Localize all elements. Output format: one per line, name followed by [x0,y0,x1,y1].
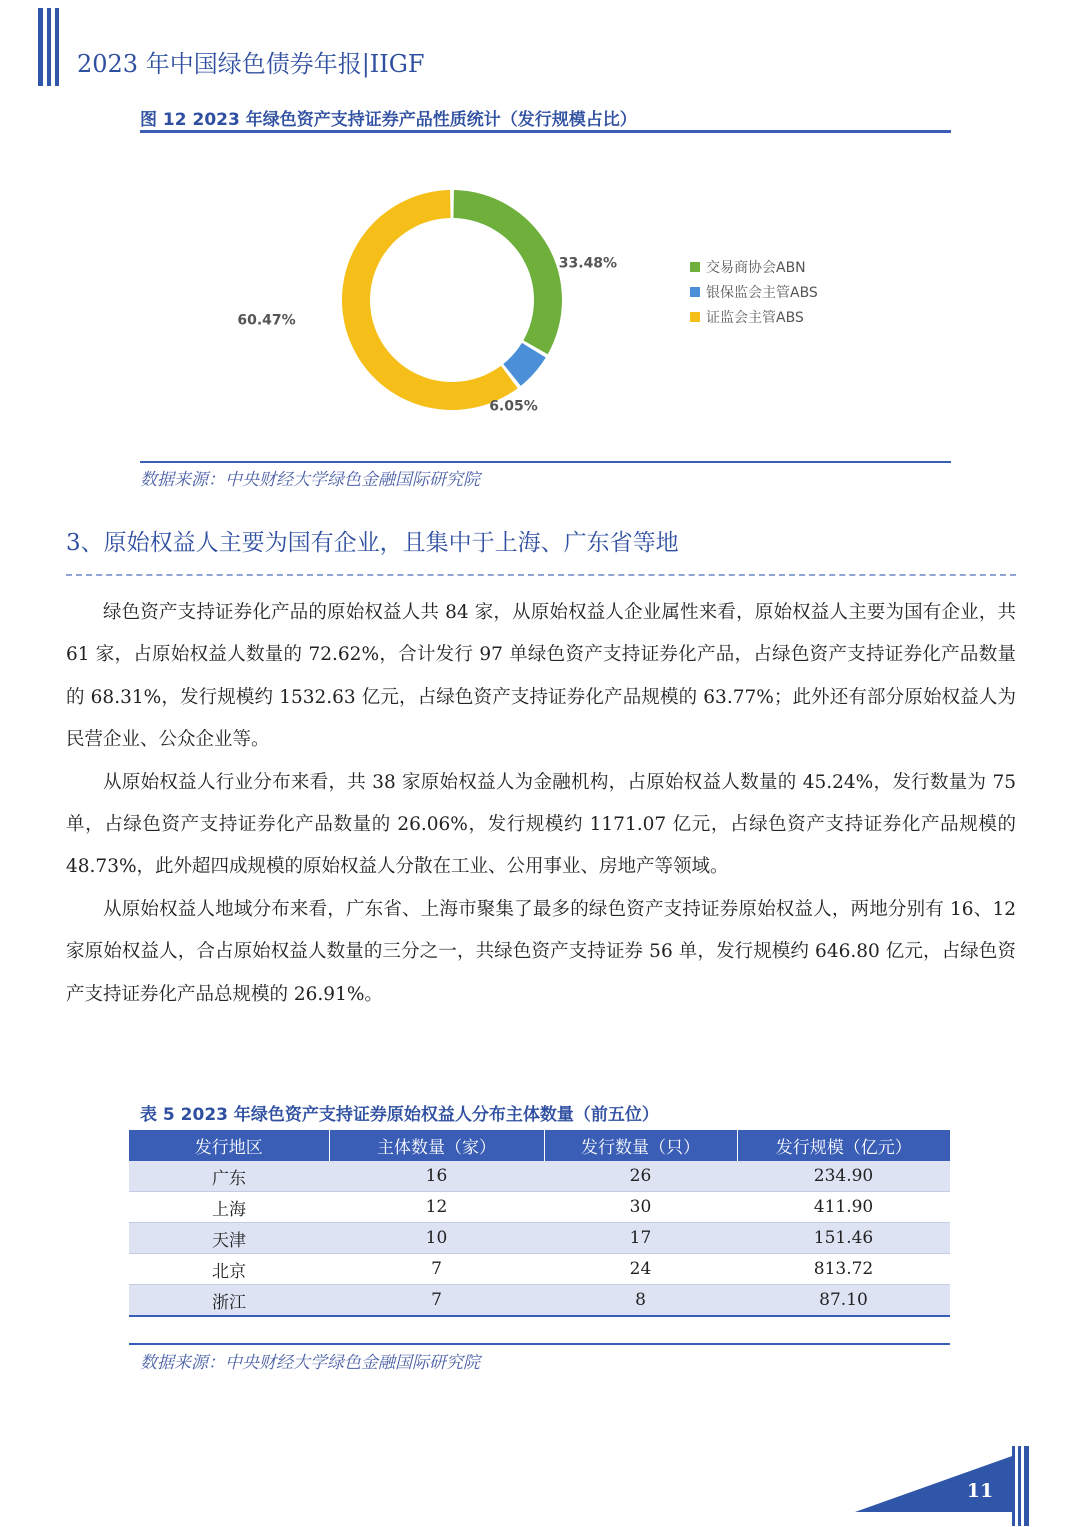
table-cell: 24 [544,1254,737,1285]
footer-decoration-bars [1012,1446,1030,1526]
legend-item [690,259,806,276]
table-cell: 17 [544,1223,737,1254]
table-bottom-rule [129,1343,950,1345]
table-row [129,1161,950,1192]
table-row [129,1285,950,1317]
header-decoration-bars [38,8,68,86]
table-cell: 浙江 [129,1285,329,1317]
paragraph-2: 从原始权益人行业分布来看，共 38 家原始权益人为金融机构，占原始权益人数量的 45.24%，发行数量为 75 单，占绿色资产支持证券化产品数量的 26.06%，发行规模约 1171.07 亿元，占绿色资产支持证券化产品规模的 48.73%，此外超四成规模的原始权益人分散在工业、公用事业、房地产等领域。 [66,771,1016,878]
legend-label: 交易商协会ABN [706,260,806,276]
table-cell: 151.46 [737,1223,950,1254]
legend-label: 证监会主管ABS [706,310,804,326]
figure-source: 数据来源：中央财经大学绿色金融国际研究院 [140,470,480,490]
figure-bottom-rule [140,461,951,463]
slice-label: 33.48% [558,255,618,272]
paragraph-1: 绿色资产支持证券化产品的原始权益人共 84 家，从原始权益人企业属性来看，原始权益人主要为国有企业，共 61 家，占原始权益人数量的 72.62%，合计发行 97 单绿色资产支持证券化产品，占绿色资产支持证券化产品数量的 68.31%，发行规模约 1532.63 亿元，占绿色资产支持证券化产品规模的 63.77%；此外还有部分原始权益人为民营企业、公众企业等。 [66,602,1016,751]
table-source: 数据来源：中央财经大学绿色金融国际研究院 [140,1353,480,1373]
table-cell: 上海 [129,1192,329,1223]
legend-swatch [690,262,700,272]
donut-slice [453,190,562,354]
table-cell: 12 [329,1192,544,1223]
footer-decoration-triangle [855,1455,1030,1515]
table-cell: 30 [544,1192,737,1223]
table-cell: 26 [544,1161,737,1192]
table-row [129,1254,950,1285]
table-header-row [129,1130,950,1161]
table-cell: 7 [329,1285,544,1317]
legend-swatch [690,312,700,322]
page-number: 11 [966,1480,994,1502]
column-header: 主体数量（家） [329,1130,544,1161]
table-cell: 16 [329,1161,544,1192]
column-header: 发行数量（只） [544,1130,737,1161]
distribution-table [129,1130,950,1317]
legend-label: 银保监会主管ABS [706,285,818,301]
body-text [66,592,1016,1016]
figure-title: 图 12 2023 年绿色资产支持证券产品性质统计（发行规模占比） [140,110,637,130]
legend-swatch [690,287,700,297]
table-title: 表 5 2023 年绿色资产支持证券原始权益人分布主体数量（前五位） [140,1105,659,1125]
table-cell: 北京 [129,1254,329,1285]
column-header: 发行规模（亿元） [737,1130,950,1161]
table-cell: 广东 [129,1161,329,1192]
donut-chart [140,140,950,455]
table-row [129,1223,950,1254]
table-cell: 10 [329,1223,544,1254]
header-title: 2023 年中国绿色债券年报|IIGF [77,50,425,78]
table-cell: 234.90 [737,1161,950,1192]
figure-top-rule [140,130,951,133]
slice-label: 6.05% [489,398,538,415]
paragraph-3: 从原始权益人地域分布来看，广东省、上海市聚集了最多的绿色资产支持证券原始权益人，两地分别有 16、12 家原始权益人，合占原始权益人数量的三分之一，共绿色资产支持证券 56 单，发行规模约 646.80 亿元，占绿色资产支持证券化产品总规模的 26.91%。 [66,898,1016,1005]
table-row [129,1192,950,1223]
table-cell: 7 [329,1254,544,1285]
table-cell: 8 [544,1285,737,1317]
table-cell: 411.90 [737,1192,950,1223]
table-cell: 813.72 [737,1254,950,1285]
legend-item [690,309,804,326]
section-divider [66,574,1016,576]
section-heading: 3、原始权益人主要为国有企业，且集中于上海、广东省等地 [66,530,679,556]
table-cell: 87.10 [737,1285,950,1317]
column-header: 发行地区 [129,1130,329,1161]
table-cell: 天津 [129,1223,329,1254]
slice-label: 60.47% [237,312,296,329]
legend-item [690,284,818,301]
